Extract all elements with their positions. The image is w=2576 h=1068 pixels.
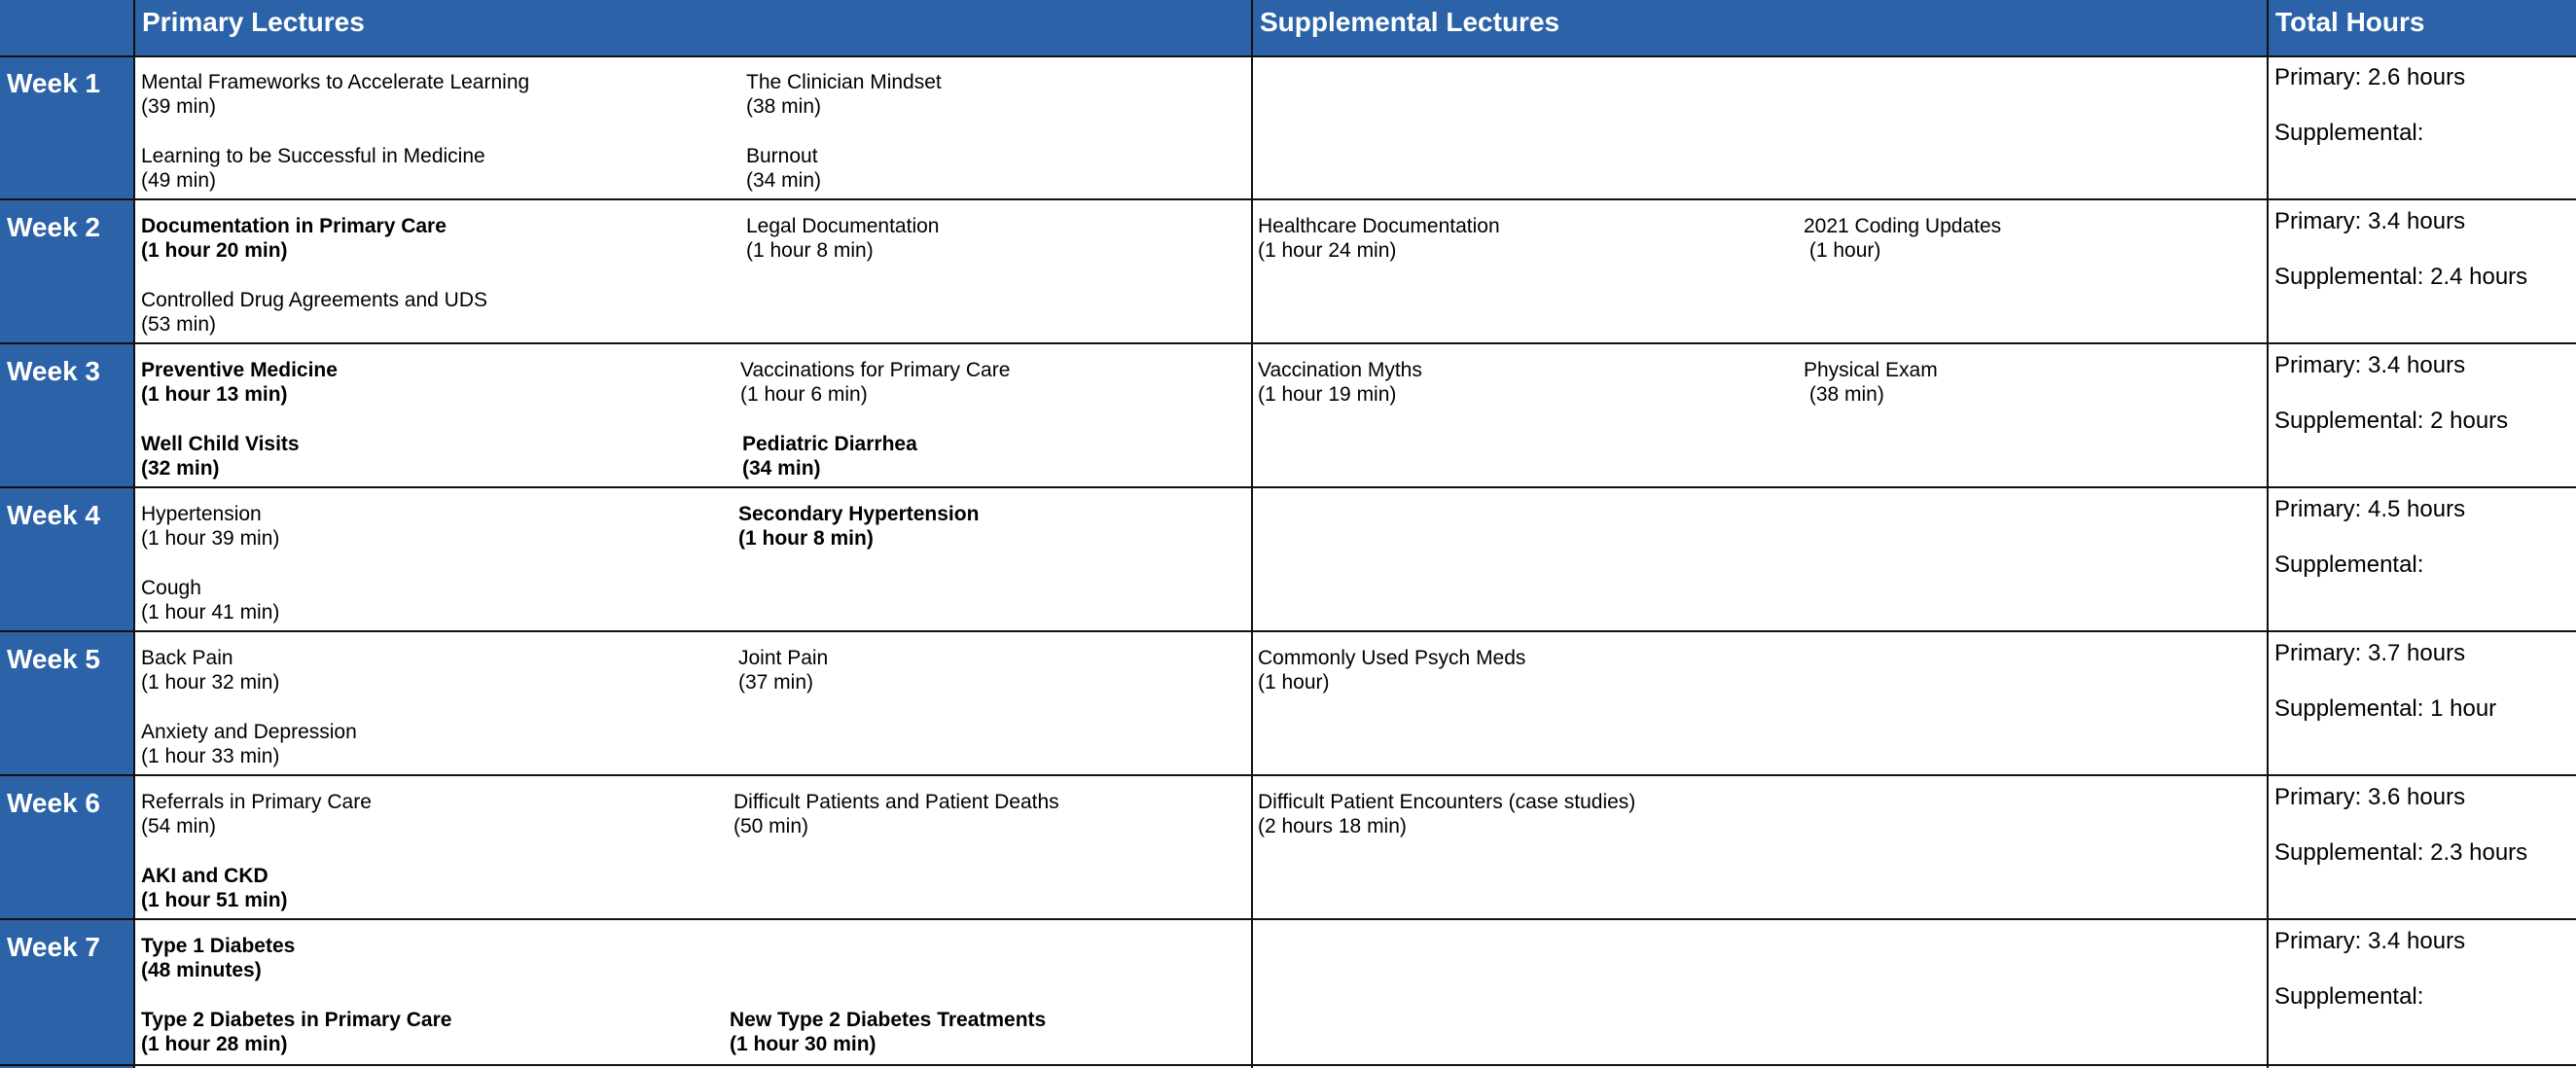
lecture-duration: (1 hour 8 min) bbox=[746, 239, 874, 262]
lecture-title: New Type 2 Diabetes Treatments bbox=[730, 1009, 1047, 1031]
total-supplemental-hours: Supplemental: bbox=[2274, 120, 2424, 146]
column-divider bbox=[133, 0, 135, 1068]
header-corner bbox=[0, 0, 133, 56]
lecture-duration: (50 min) bbox=[733, 815, 809, 837]
row-divider bbox=[0, 342, 2576, 344]
primary-lecture bbox=[738, 502, 979, 551]
lecture-duration: (54 min) bbox=[141, 815, 217, 837]
primary-lecture bbox=[141, 432, 300, 481]
header-supplemental-lectures: Supplemental Lectures bbox=[1253, 0, 2267, 56]
week-label: Week 7 bbox=[7, 932, 100, 962]
lecture-title: Referrals in Primary Care bbox=[141, 791, 372, 813]
lecture-title: Back Pain bbox=[141, 647, 233, 669]
supplemental-lecture bbox=[1258, 790, 1635, 838]
lecture-duration: (48 minutes) bbox=[141, 959, 262, 981]
lecture-duration: (34 min) bbox=[746, 169, 822, 192]
week-column bbox=[0, 0, 133, 1068]
total-supplemental-hours: Supplemental: 2.4 hours bbox=[2274, 264, 2528, 290]
lecture-duration: (1 hour 41 min) bbox=[141, 601, 280, 623]
row-divider bbox=[0, 918, 2576, 920]
lecture-duration: (53 min) bbox=[141, 313, 217, 336]
column-divider bbox=[2267, 0, 2269, 1068]
primary-lecture bbox=[141, 790, 372, 838]
total-primary-hours: Primary: 3.4 hours bbox=[2274, 352, 2466, 378]
total-primary-hours: Primary: 3.6 hours bbox=[2274, 784, 2466, 810]
row-divider bbox=[0, 198, 2576, 200]
lecture-duration: (1 hour 6 min) bbox=[740, 383, 868, 406]
lecture-duration: (1 hour 32 min) bbox=[141, 671, 280, 694]
lecture-duration: (1 hour 24 min) bbox=[1258, 239, 1397, 262]
lecture-title: Controlled Drug Agreements and UDS bbox=[141, 289, 488, 311]
lecture-title: Preventive Medicine bbox=[141, 359, 338, 381]
lecture-title: Cough bbox=[141, 577, 201, 599]
lecture-title: Difficult Patients and Patient Deaths bbox=[733, 791, 1059, 813]
row-divider bbox=[0, 486, 2576, 488]
lecture-title: Anxiety and Depression bbox=[141, 721, 357, 743]
primary-lecture bbox=[746, 144, 821, 193]
header-primary-lectures: Primary Lectures bbox=[135, 0, 1251, 56]
row-divider bbox=[0, 774, 2576, 776]
lecture-title: Secondary Hypertension bbox=[738, 503, 980, 525]
lecture-duration: (1 hour 30 min) bbox=[730, 1033, 877, 1055]
lecture-title: Legal Documentation bbox=[746, 215, 940, 237]
lecture-title: Pediatric Diarrhea bbox=[742, 433, 917, 455]
primary-lecture bbox=[742, 432, 917, 481]
week-label: Week 4 bbox=[7, 500, 100, 530]
total-supplemental-hours: Supplemental: 2 hours bbox=[2274, 408, 2509, 434]
supplemental-lecture bbox=[1804, 358, 1938, 407]
lecture-title: Physical Exam bbox=[1804, 359, 1938, 381]
lecture-title: Difficult Patient Encounters (case studies) bbox=[1258, 791, 1636, 813]
lecture-title: Type 1 Diabetes bbox=[141, 935, 296, 957]
lecture-title: The Clinician Mindset bbox=[746, 71, 942, 93]
lecture-duration: (1 hour) bbox=[1258, 671, 1330, 694]
primary-lecture bbox=[746, 70, 942, 119]
lecture-duration: (39 min) bbox=[141, 95, 217, 118]
lecture-title: Type 2 Diabetes in Primary Care bbox=[141, 1009, 452, 1031]
primary-lecture bbox=[141, 288, 487, 337]
lecture-duration: (1 hour 39 min) bbox=[141, 527, 280, 550]
lecture-duration: (49 min) bbox=[141, 169, 217, 192]
lecture-duration: (37 min) bbox=[738, 671, 814, 694]
lecture-title: Joint Pain bbox=[738, 647, 829, 669]
lecture-title: Well Child Visits bbox=[141, 433, 300, 455]
lecture-duration: (38 min) bbox=[1804, 383, 1884, 406]
supplemental-lecture bbox=[1258, 646, 1525, 694]
total-supplemental-hours: Supplemental: 1 hour bbox=[2274, 695, 2497, 722]
lecture-title: Healthcare Documentation bbox=[1258, 215, 1500, 237]
lecture-title: Commonly Used Psych Meds bbox=[1258, 647, 1526, 669]
lecture-duration: (1 hour 51 min) bbox=[141, 889, 288, 911]
lecture-duration: (34 min) bbox=[742, 457, 821, 480]
total-primary-hours: Primary: 4.5 hours bbox=[2274, 496, 2466, 522]
primary-lecture bbox=[733, 790, 1059, 838]
lecture-title: Documentation in Primary Care bbox=[141, 215, 447, 237]
total-supplemental-hours: Supplemental: bbox=[2274, 552, 2424, 578]
primary-lecture bbox=[141, 576, 279, 624]
total-primary-hours: Primary: 3.7 hours bbox=[2274, 640, 2466, 666]
row-divider bbox=[0, 630, 2576, 632]
supplemental-lecture bbox=[1258, 358, 1422, 407]
row-divider bbox=[0, 1064, 2576, 1066]
lecture-title: AKI and CKD bbox=[141, 865, 268, 887]
total-primary-hours: Primary: 3.4 hours bbox=[2274, 928, 2466, 954]
lecture-title: Burnout bbox=[746, 145, 818, 167]
total-primary-hours: Primary: 2.6 hours bbox=[2274, 64, 2466, 90]
lecture-title: Learning to be Successful in Medicine bbox=[141, 145, 485, 167]
primary-lecture bbox=[141, 214, 447, 263]
supplemental-lecture bbox=[1804, 214, 2001, 263]
primary-lecture bbox=[141, 864, 288, 912]
lecture-duration: (1 hour 20 min) bbox=[141, 239, 288, 262]
primary-lecture bbox=[738, 646, 828, 694]
lecture-title: Mental Frameworks to Accelerate Learning bbox=[141, 71, 530, 93]
primary-lecture bbox=[141, 70, 529, 119]
primary-lecture bbox=[141, 144, 485, 193]
lecture-duration: (2 hours 18 min) bbox=[1258, 815, 1407, 837]
lecture-title: 2021 Coding Updates bbox=[1804, 215, 2002, 237]
lecture-duration: (32 min) bbox=[141, 457, 220, 480]
week-label: Week 2 bbox=[7, 212, 100, 242]
lecture-duration: (1 hour 19 min) bbox=[1258, 383, 1397, 406]
week-label: Week 1 bbox=[7, 68, 100, 98]
row-divider bbox=[0, 55, 2576, 57]
lecture-duration: (1 hour 28 min) bbox=[141, 1033, 288, 1055]
lecture-title: Vaccinations for Primary Care bbox=[740, 359, 1011, 381]
primary-lecture bbox=[141, 934, 295, 982]
header-total-hours: Total Hours bbox=[2269, 0, 2576, 56]
lecture-duration: (1 hour 13 min) bbox=[141, 383, 288, 406]
total-supplemental-hours: Supplemental: 2.3 hours bbox=[2274, 839, 2528, 866]
column-divider bbox=[1251, 0, 1253, 1068]
total-supplemental-hours: Supplemental: bbox=[2274, 983, 2424, 1010]
primary-lecture bbox=[746, 214, 939, 263]
lecture-duration: (1 hour 33 min) bbox=[141, 745, 280, 767]
primary-lecture bbox=[740, 358, 1010, 407]
primary-lecture bbox=[141, 502, 279, 551]
supplemental-lecture bbox=[1258, 214, 1500, 263]
total-primary-hours: Primary: 3.4 hours bbox=[2274, 208, 2466, 234]
primary-lecture bbox=[141, 1008, 451, 1056]
primary-lecture bbox=[730, 1008, 1046, 1056]
week-label: Week 6 bbox=[7, 788, 100, 818]
lecture-duration: (1 hour 8 min) bbox=[738, 527, 874, 550]
lecture-duration: (38 min) bbox=[746, 95, 822, 118]
primary-lecture bbox=[141, 358, 338, 407]
lecture-duration: (1 hour) bbox=[1804, 239, 1881, 262]
primary-lecture bbox=[141, 720, 357, 768]
primary-lecture bbox=[141, 646, 279, 694]
week-label: Week 3 bbox=[7, 356, 100, 386]
lecture-title: Vaccination Myths bbox=[1258, 359, 1422, 381]
week-label: Week 5 bbox=[7, 644, 100, 674]
lecture-title: Hypertension bbox=[141, 503, 262, 525]
